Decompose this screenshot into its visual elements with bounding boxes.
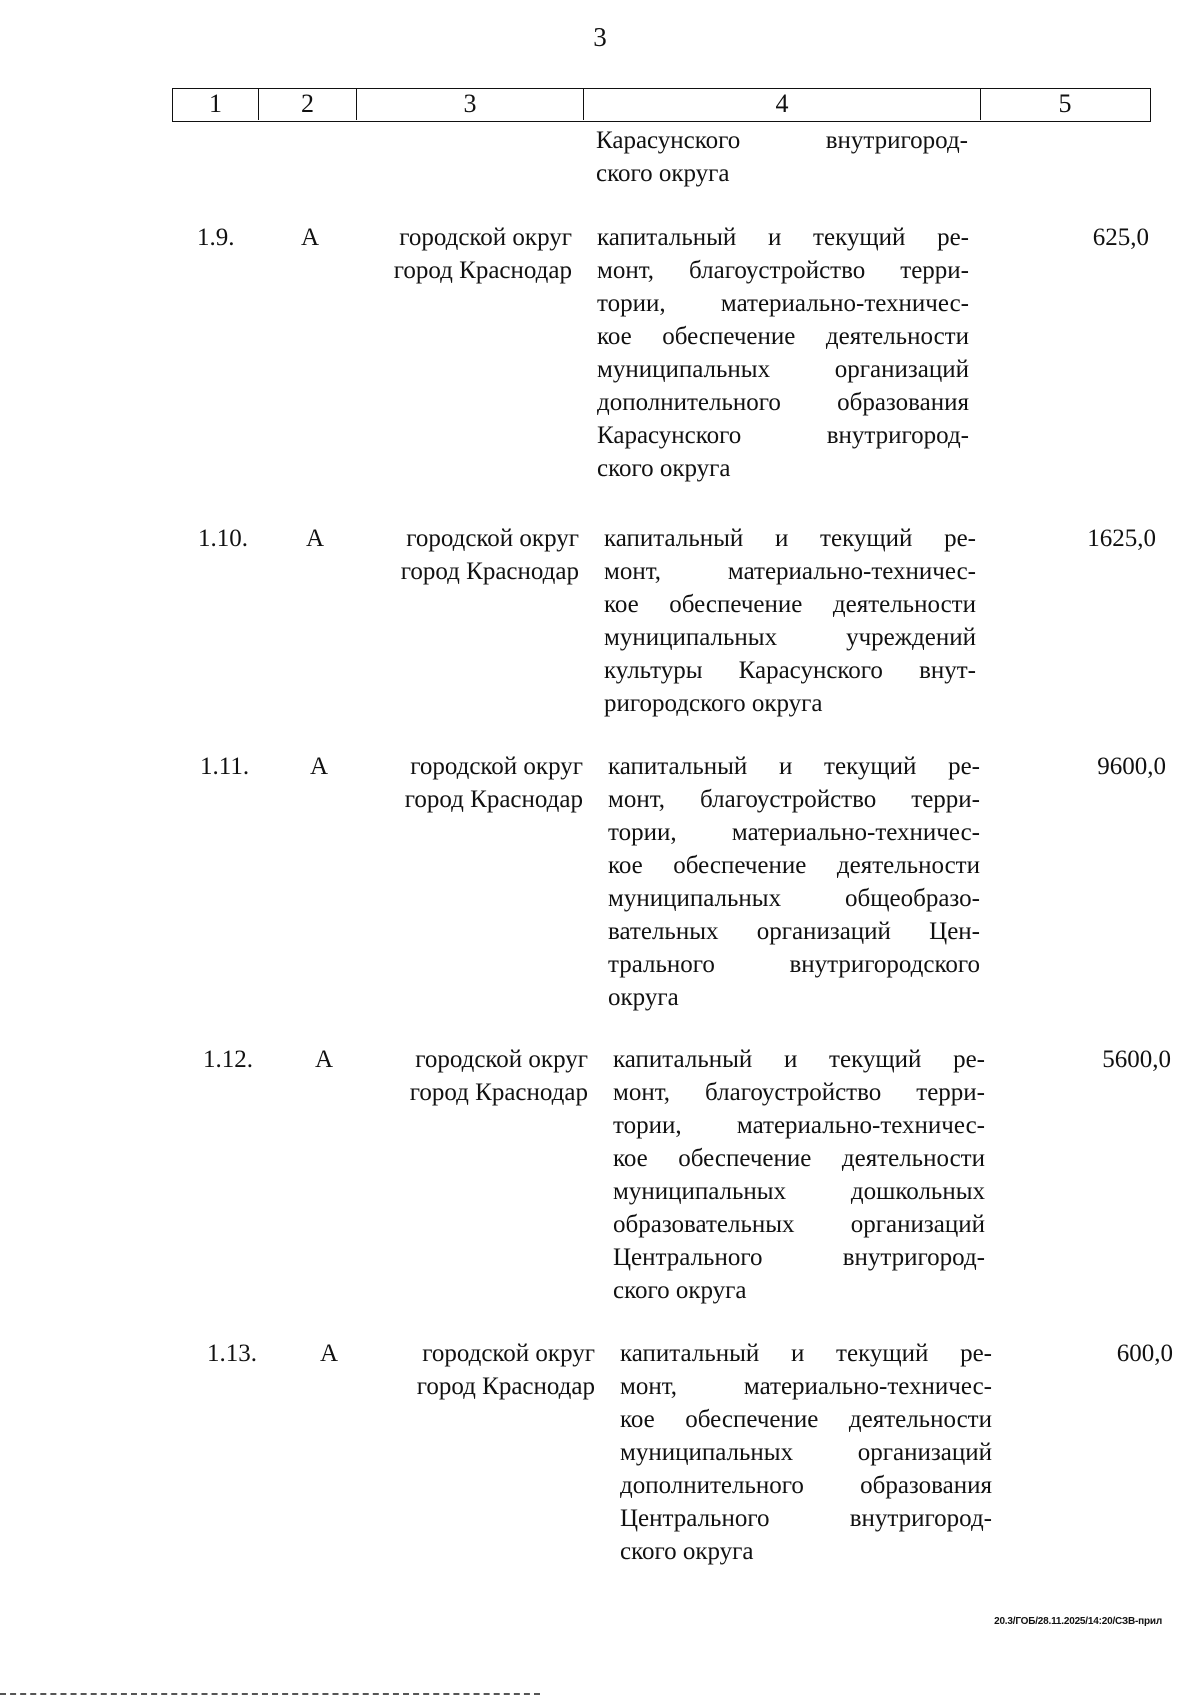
row-description xyxy=(620,1337,992,1568)
row-area xyxy=(358,1043,588,1109)
row-description-line: кое обеспечение деятельности xyxy=(597,323,969,350)
row-area-line: город Краснодар xyxy=(404,786,583,813)
row-description xyxy=(597,221,969,485)
row-description-line: кое обеспечение деятельности xyxy=(608,852,980,879)
continuation-line: Карасунского внутригород- xyxy=(596,127,968,154)
row-description-line: муниципальных организаций xyxy=(597,356,969,383)
row-area-line: городской округ xyxy=(399,224,572,251)
row-amount: 625,0 xyxy=(1092,224,1149,251)
row-number: 1.11. xyxy=(200,753,250,780)
row-description-line: монт, благоустройство терри- xyxy=(597,257,969,284)
row-description-line: Карасунского внутригород- xyxy=(597,422,969,449)
row-description-line: муниципальных общеобразо- xyxy=(608,885,980,912)
row-amount: 600,0 xyxy=(1116,1340,1173,1367)
row-description-line: культуры Карасунского внут- xyxy=(604,657,976,684)
row-description-line: ригородского округа xyxy=(604,690,823,717)
row-area-line: городской округ xyxy=(410,753,583,780)
row-description-line: кое обеспечение деятельности xyxy=(620,1406,992,1433)
row-code: А xyxy=(306,525,325,552)
row-description xyxy=(613,1043,985,1307)
row-area xyxy=(342,221,572,287)
row-description-line: образовательных организаций xyxy=(613,1211,985,1238)
row-code: А xyxy=(315,1046,334,1073)
row-area-line: городской округ xyxy=(415,1046,588,1073)
row-area-line: город Краснодар xyxy=(400,558,579,585)
row-description-line: муниципальных учреждений xyxy=(604,624,976,651)
row-area xyxy=(353,750,583,816)
row-description-line: Центрального внутригород- xyxy=(620,1505,992,1532)
row-description-line: монт, благоустройство терри- xyxy=(613,1079,985,1106)
row-description-line: капитальный и текущий ре- xyxy=(604,525,976,552)
row-area xyxy=(349,522,579,588)
row-description-line: монт, материально-техничес- xyxy=(604,558,976,585)
row-description-line: капитальный и текущий ре- xyxy=(608,753,980,780)
row-area-line: город Краснодар xyxy=(416,1373,595,1400)
row-description xyxy=(608,750,980,1014)
row-description xyxy=(604,522,976,720)
row-area-line: городской округ xyxy=(406,525,579,552)
row-description-line: капитальный и текущий ре- xyxy=(613,1046,985,1073)
row-description-line: кое обеспечение деятельности xyxy=(613,1145,985,1172)
row-description-line: округа xyxy=(608,984,679,1011)
row-number: 1.9. xyxy=(197,224,235,251)
row-number: 1.13. xyxy=(207,1340,257,1367)
row-description-line: капитальный и текущий ре- xyxy=(597,224,969,251)
row-amount: 1625,0 xyxy=(1087,525,1156,552)
row-number: 1.12. xyxy=(203,1046,253,1073)
header-col-2: 2 xyxy=(259,89,357,120)
row-description-line: ского округа xyxy=(597,455,731,482)
row-area-line: городской округ xyxy=(422,1340,595,1367)
row-description-line: Центрального внутригород- xyxy=(613,1244,985,1271)
header-col-1: 1 xyxy=(173,89,259,120)
row-area-line: город Краснодар xyxy=(409,1079,588,1106)
row-description-line: муниципальных организаций xyxy=(620,1439,992,1466)
continuation-line: ского округа xyxy=(596,160,730,187)
bottom-divider xyxy=(0,1693,540,1695)
header-col-3: 3 xyxy=(357,89,584,120)
page-number: 3 xyxy=(593,22,607,52)
row-code: А xyxy=(310,753,329,780)
row-amount: 5600,0 xyxy=(1102,1046,1171,1073)
table-header xyxy=(172,88,1151,122)
row-description-line: ского округа xyxy=(613,1277,747,1304)
row-description-line: тории, материально-техничес- xyxy=(613,1112,985,1139)
row-description-line: ского округа xyxy=(620,1538,754,1565)
row-description-line: дополнительного образования xyxy=(597,389,969,416)
row-number: 1.10. xyxy=(198,525,248,552)
header-col-5: 5 xyxy=(1058,89,1072,118)
row-description-line: монт, материально-техничес- xyxy=(620,1373,992,1400)
row-description-line: вательных организаций Цен- xyxy=(608,918,980,945)
row-description-line: кое обеспечение деятельности xyxy=(604,591,976,618)
row-description-line: дополнительного образования xyxy=(620,1472,992,1499)
row-area-line: город Краснодар xyxy=(393,257,572,284)
row-description-line: тории, материально-техничес- xyxy=(608,819,980,846)
row-description-line: тории, материально-техничес- xyxy=(597,290,969,317)
document-code: 20.3/ГОБ/28.11.2025/14:20/СЗВ-прил xyxy=(994,1616,1162,1627)
row-code: А xyxy=(320,1340,339,1367)
row-description-line: капитальный и текущий ре- xyxy=(620,1340,992,1367)
row-code: А xyxy=(301,224,320,251)
row-description-line: монт, благоустройство терри- xyxy=(608,786,980,813)
row-area xyxy=(365,1337,595,1403)
continuation-text xyxy=(596,124,968,190)
header-col-4: 4 xyxy=(584,89,981,120)
row-description-line: трального внутригородского xyxy=(608,951,980,978)
row-amount: 9600,0 xyxy=(1097,753,1166,780)
row-description-line: муниципальных дошкольных xyxy=(613,1178,985,1205)
